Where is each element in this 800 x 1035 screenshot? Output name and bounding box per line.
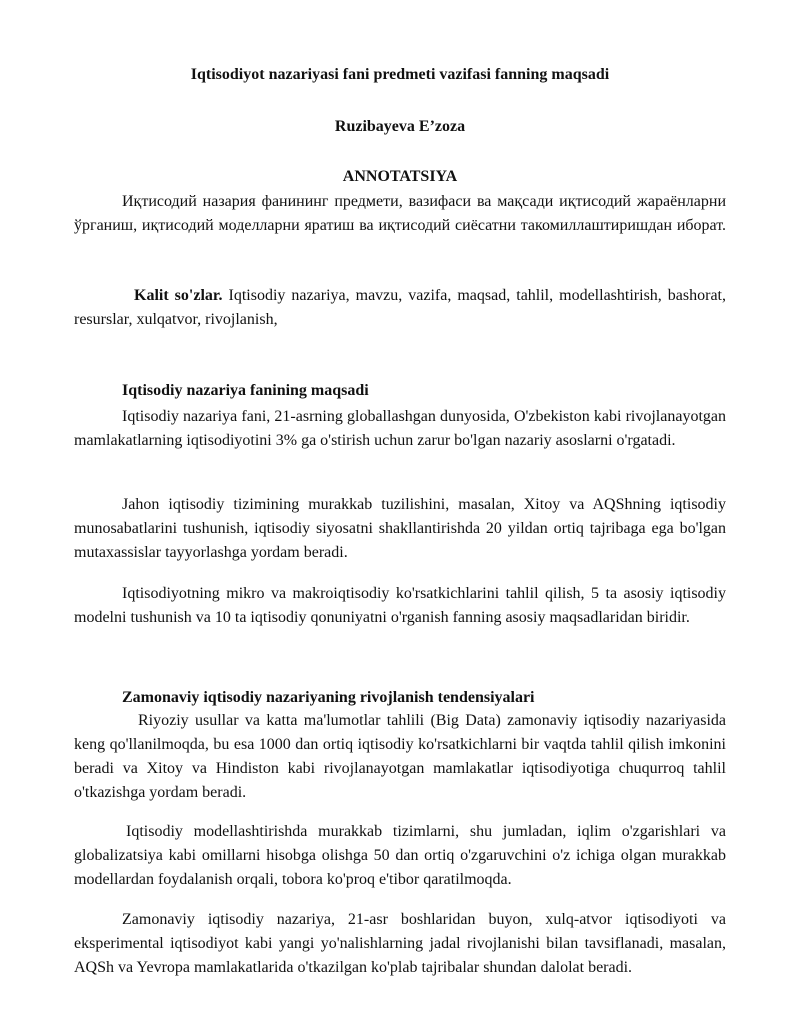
document-author: Ruzibayeva E’zoza — [334, 118, 466, 135]
document-title: Iqtisodiyot nazariyasi fani predmeti vazifasi fanning maqsadi — [190, 66, 610, 83]
section-paragraph: Iqtisodiy modellashtirishda murakkab tizimlarni, shu jumladan, iqlim o'zgarishlari va globalizatsiya kabi omillarni hisobga olishga 50 dan ortiq o'zgaruvchini o'z ichiga olgan murakkab modellardan foydalanish orqali, tobora ko'proq e'tibor qaratilmoqda. — [74, 823, 726, 888]
section-heading: Zamonaviy iqtisodiy nazariyaning rivojlanish tendensiyalari — [122, 689, 535, 706]
section-paragraph: Riyoziy usullar va katta ma'lumotlar tahlili (Big Data) zamonaviy iqtisodiy nazariyasida keng qo'llanilmoqda, bu esa 1000 dan ortiq iqtisodiy ko'rsatkichlarni bir vaqtda tahlil qilish imkonini beradi va Xitoy va Hindiston kabi rivojlanayotgan mamlakatlar iqtisodiyotiga chuqurroq tahlil o'tkazishga yordam beradi. — [74, 712, 726, 801]
section-heading: Iqtisodiy nazariya fanining maqsadi — [122, 382, 369, 399]
keywords-paragraph — [74, 284, 726, 332]
keywords-text: Iqtisodiy nazariya, mavzu, vazifa, maqsad, tahlil, modellashtirish, bashorat, resurslar, xulqatvor, rivojlanish, — [74, 287, 727, 328]
keywords-label: Kalit so'zlar. — [134, 287, 223, 304]
annotation-heading: ANNOTATSIYA — [342, 168, 458, 185]
section-paragraph: Iqtisodiyotning mikro va makroiqtisodiy ko'rsatkichlarini tahlil qilish, 5 ta asosiy iqtisodiy modelni tushunish va 10 ta iqtisodiy qonuniyatni o'rganish fanning asosiy maqsadlaridan biridir. — [74, 585, 726, 626]
section-paragraph: Iqtisodiy nazariya fani, 21-asrning globallashgan dunyosida, O'zbekiston kabi rivojlanayotgan mamlakatlarning iqtisodiyotini 3% ga o'stirish uchun zarur bo'lgan nazariy asoslarni o'rgatadi. — [74, 408, 726, 449]
section-paragraph: Jahon iqtisodiy tizimining murakkab tuzilishini, masalan, Xitoy va AQShning iqtisodiy munosabatlarini tushunish, iqtisodiy siyosatni shakllantirishda 20 yildan ortiq tajribaga ega bo'lgan mutaxassislar tayyorlashga yordam beradi. — [74, 496, 726, 561]
annotation-text: Иқтисодий назария фанининг предмети, вазифаси ва мақсади иқтисодий жараёнларни ўрганиш, иқтисодий моделларни яратиш ва иқтисодий сиёсатни такомиллаштиришдан иборат. — [74, 193, 726, 234]
section-paragraph: Zamonaviy iqtisodiy nazariya, 21-asr boshlaridan buyon, xulq-atvor iqtisodiyoti va eksperimental iqtisodiyot kabi yangi yo'nalishlarning jadal rivojlanishi bilan tavsiflanadi, masalan, AQSh va Yevropa mamlakatlarida o'tkazilgan ko'plab tajribalar shundan dalolat beradi. — [74, 911, 726, 976]
